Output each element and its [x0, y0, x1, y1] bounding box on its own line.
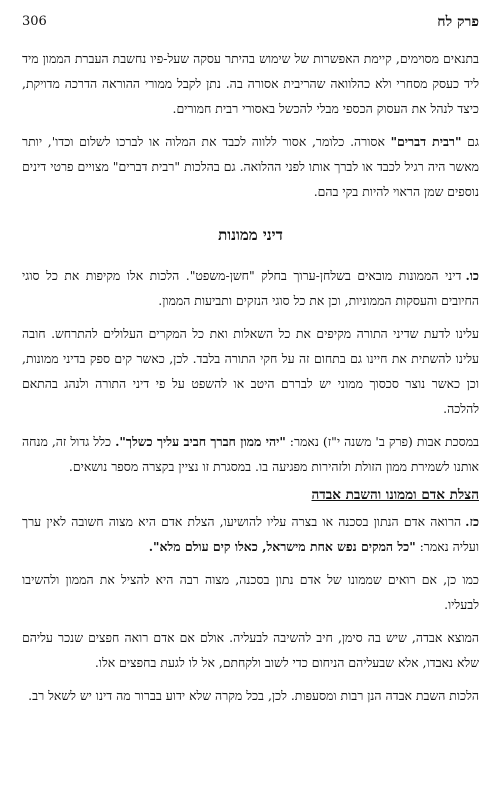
- paragraph-lead: גם: [461, 134, 479, 149]
- paragraph-ask-rabbi: הלכות השבת אבדה הנן רבות ומסעפות. לכן, בכל מקרה שלא ידוע בברור מה דינו יש לשאל רב.: [28, 688, 479, 703]
- subheading: הצלת אדם וממונו והשבת אבדה: [311, 487, 479, 503]
- section-number: כו.: [465, 268, 479, 283]
- quote: "יהי ממון חברך חביב עליך כשלך".: [115, 434, 286, 449]
- page-body: [22, 46, 479, 716]
- paragraph-text: דיני הממונות מובאים בשלחן-ערוך בחלק "חשן-משפט". הלכות אלו מקיפות את כל סוגי החיובים והעסקות הממוניות, וכן את כל סוגי הנזקים ותביעות הממון.: [22, 268, 479, 308]
- page-number: 306: [22, 14, 47, 29]
- paragraph-interest-permit: בתנאים מסוימים, קיימת האפשרות של שימוש בהיתר עסקה שעל-פיו נחשבת העברת הממון מיד ליד כעסק מסחרי ולא כהלוואה שהריבית אסורה בה. נתן לקבל ממורי ההוראה הדרכה מדויקת, כיצד לנהל את העסוק הכספי מבלי להכשל באסורי רבית חמורים.: [22, 51, 479, 116]
- paragraph-lost-object: המוצא אבדה, שיש בה סימן, חיב להשיבה לבעליה. אולם אם אדם רואה חפצים שנכר עליהם שלא נאבדו, אלא שבעליהם הניחום כדי לשוב ולקחתם, אל לו לגעת בחפצים אלו.: [22, 630, 479, 670]
- paragraph-lead: במסכת אבות (פרק ב' משנה י"ז) נאמר:: [285, 434, 480, 449]
- paragraph-27: [22, 509, 479, 559]
- term-verbal-interest: "רבית דברים": [390, 134, 462, 149]
- section-number: כז.: [465, 514, 479, 529]
- chapter-title: פרק לח: [437, 14, 479, 30]
- paragraph-avot-quote: [22, 429, 479, 479]
- quote: "כל המקים נפש אחת מישראל, כאלו קים עולם מלא".: [148, 539, 416, 554]
- paragraph-text: כלל גדול זה, מנחה אותנו לשמירת ממון הזולת ולזהירות מפגיעה בו. במסגרת זו נציין בקצרה מספר נושאים.: [22, 434, 479, 474]
- paragraph-save-property: כמו כן, אם רואים שממונו של אדם נתון בסכנה, מצוה רבה היא להציל את הממון ולהשיבו לבעליו.: [22, 572, 479, 612]
- paragraph-verbal-interest: [22, 129, 479, 204]
- section-title: דיני ממונות: [218, 226, 283, 244]
- paragraph-torah-law: עלינו לדעת שדיני התורה מקיפים את כל השאלות ואת כל המקרים העלולים להתרחש. חובה עלינו להשתית את חיינו גם בתחום זה על חקי התורה בלבד. לכן, כאשר קים ספק בדיני ממונות, וכן כאשר נוצר סכסוך ממוני יש לבררם היטב או להשפט על פי דיני התורה ולנהג בהתאם להלכה.: [22, 326, 479, 416]
- page-header: [22, 14, 479, 36]
- paragraph-text: הרואה אדם הנתון בסכנה או בצרה עליו להושיעו, הצלת אדם היא מצוה חשובה לאין ערך ועליה נאמר:: [22, 514, 479, 554]
- paragraph-26: [22, 263, 479, 313]
- paragraph-text: אסורה. כלומר, אסור ללווה לכבד את המלוה או לברכו לשלום וכדו', יותר מאשר היה רגיל לכבד או לברך אותו לפני ההלואה. גם בהלכות "רבית דברים" מצויים פרטי דינים נוספים שמן הראוי להיות בקי בהם.: [22, 134, 479, 199]
